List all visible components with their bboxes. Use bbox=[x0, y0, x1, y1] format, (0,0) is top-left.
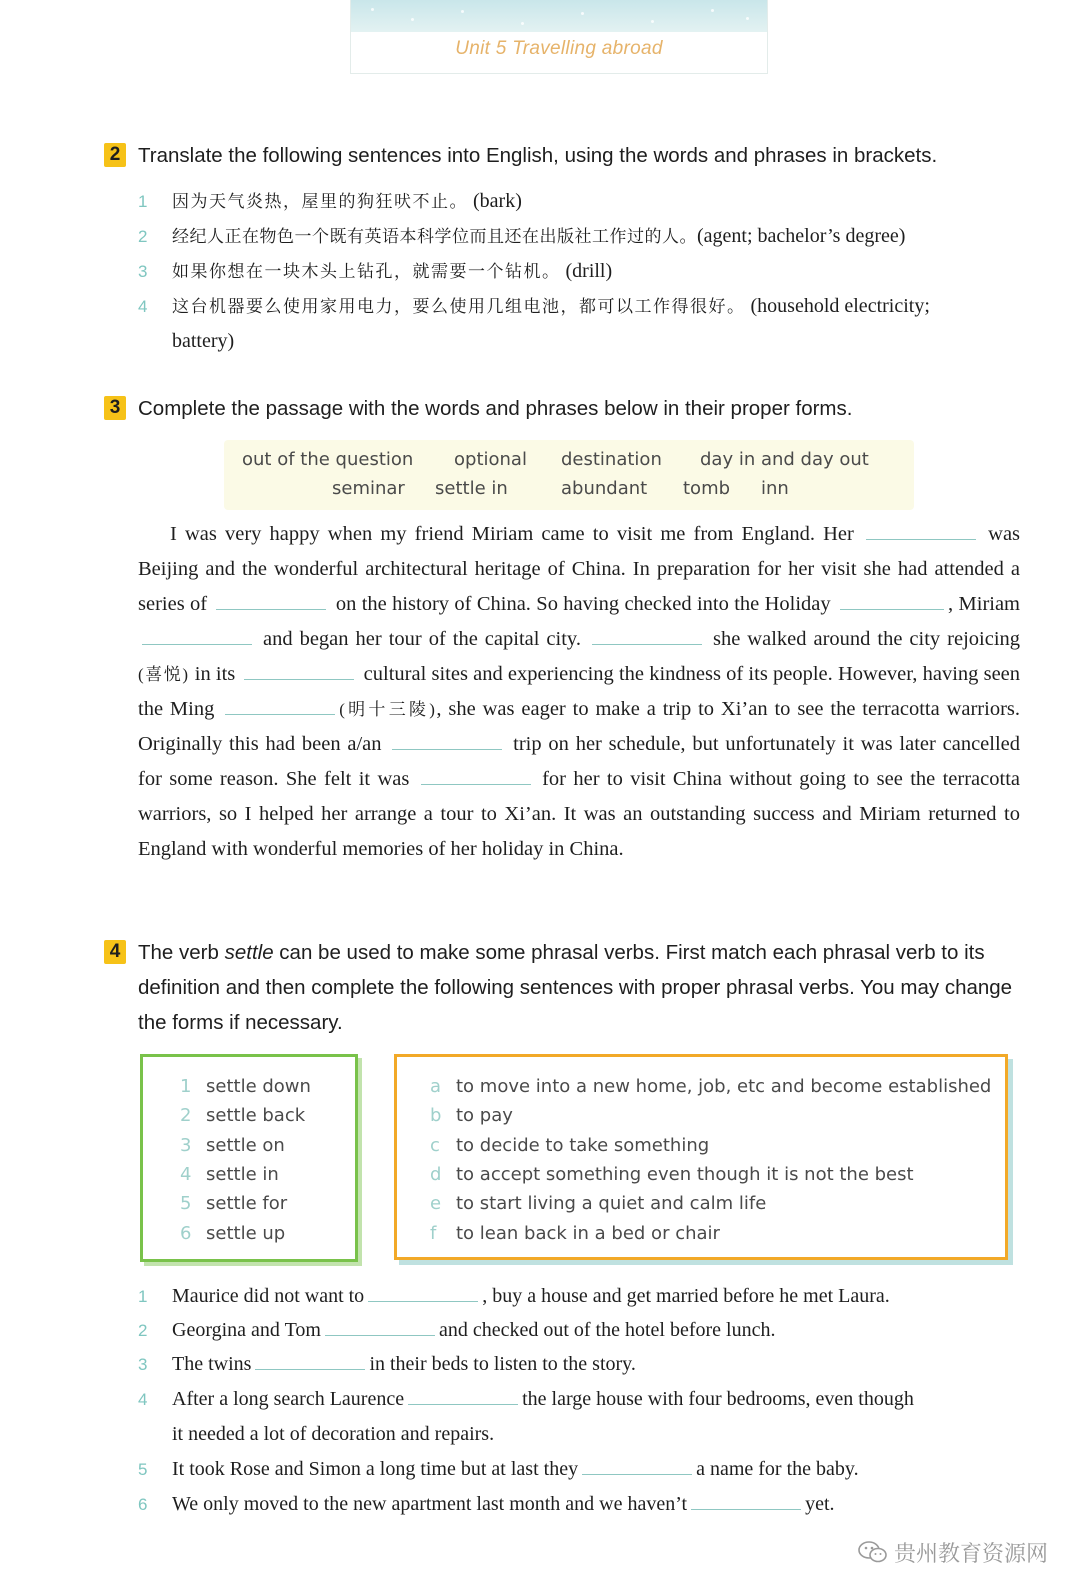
section-3-instruction: Complete the passage with the words and phrases below in their proper forms. bbox=[138, 397, 853, 420]
sentence-text: a name for the baby. bbox=[696, 1458, 859, 1480]
passage-text: in its bbox=[194, 663, 236, 685]
sentence-text: After a long search Laurence bbox=[172, 1388, 405, 1410]
definition-e bbox=[430, 1193, 766, 1214]
definition-text: to lean back in a bed or chair bbox=[456, 1223, 720, 1244]
exercise-sentence-3 bbox=[138, 1347, 1028, 1382]
instruction-verb: settle bbox=[224, 941, 274, 964]
passage-text: for her to visit China without going to see the terracotta warriors, so I helped her arrange a tour to Xi’an. It was an outstanding success and Miriam returned to England with wonderful memories of her holiday in China. bbox=[138, 768, 1020, 860]
blank-line[interactable] bbox=[421, 783, 531, 785]
definition-letter: e bbox=[430, 1193, 442, 1214]
sentence-text: Georgina and Tom bbox=[172, 1319, 321, 1341]
exercise-sentence-2 bbox=[138, 1313, 1028, 1348]
blank-line[interactable] bbox=[368, 1300, 478, 1302]
hint: (household electricity; bbox=[750, 295, 930, 317]
section-number-3: 3 bbox=[104, 396, 126, 420]
sentence-text: it needed a lot of decoration and repairs. bbox=[172, 1423, 495, 1445]
blank-line[interactable] bbox=[325, 1334, 435, 1336]
definition-text: to accept something even though it is not the best bbox=[456, 1164, 914, 1185]
section-number-4: 4 bbox=[104, 940, 126, 964]
header-banner bbox=[351, 0, 767, 32]
sentence-text: and checked out of the hotel before lunch. bbox=[438, 1319, 776, 1341]
phrasal-verb-4 bbox=[180, 1164, 279, 1185]
definition-letter: c bbox=[430, 1135, 440, 1156]
passage-text-zh: (喜悦) bbox=[138, 665, 190, 684]
definition-text: to move into a new home, job, etc and become established bbox=[456, 1076, 992, 1097]
definition-c bbox=[430, 1135, 709, 1156]
verb-number: 6 bbox=[180, 1223, 192, 1244]
phrasal-verb-5 bbox=[180, 1193, 287, 1214]
definition-f bbox=[430, 1223, 720, 1244]
blank-line[interactable] bbox=[142, 643, 252, 645]
exercise-sentence-1 bbox=[138, 1279, 1028, 1314]
sentence-text: We only moved to the new apartment last month and we haven’t bbox=[172, 1493, 688, 1515]
verb-text: settle for bbox=[206, 1193, 288, 1214]
verb-number: 5 bbox=[180, 1193, 192, 1214]
word-bank-item: inn bbox=[761, 478, 789, 499]
phrasal-verb-6 bbox=[180, 1223, 285, 1244]
verb-number: 1 bbox=[180, 1076, 192, 1097]
passage-text: cultural sites and experiencing the kindness of its people. However, having seen the Ming bbox=[138, 663, 1021, 720]
translate-item-3 bbox=[138, 254, 1028, 289]
sentence-number: 1 bbox=[138, 1287, 148, 1306]
sentence-number: 3 bbox=[138, 1355, 148, 1374]
section-4-instruction bbox=[138, 935, 1028, 1040]
blank-line[interactable] bbox=[244, 678, 354, 680]
hint-continued: battery) bbox=[172, 330, 235, 352]
translate-item-1 bbox=[138, 184, 1028, 219]
sentence-number: 2 bbox=[138, 1321, 148, 1340]
instruction-text: can be used to make some phrasal verbs. First match each phrasal verb to its definition and then complete the following sentences with proper phrasal verbs. You may change the forms if necessary. bbox=[138, 941, 1013, 1034]
exercise-sentence-5 bbox=[138, 1452, 1028, 1487]
blank-line[interactable] bbox=[866, 538, 976, 540]
translate-item-2 bbox=[138, 219, 1028, 254]
verb-text: settle back bbox=[206, 1105, 306, 1126]
verb-text: settle down bbox=[206, 1076, 311, 1097]
passage-text: , she was eager to make a trip to Xi’an to see the terracotta warriors. Originally this had been a/an bbox=[138, 698, 1021, 755]
definition-letter: a bbox=[430, 1076, 442, 1097]
definition-letter: f bbox=[430, 1223, 437, 1244]
word-bank-item: seminar bbox=[332, 478, 405, 499]
sentence-number: 4 bbox=[138, 1390, 148, 1409]
chinese-sentence: 如果你想在一块木头上钻孔，就需要一个钻机。 bbox=[172, 262, 561, 281]
blank-line[interactable] bbox=[592, 643, 702, 645]
translate-item-4 bbox=[138, 289, 1028, 359]
chinese-sentence: 这台机器要么使用家用电力，要么使用几组电池，都可以工作得很好。 bbox=[172, 297, 746, 316]
item-number: 2 bbox=[138, 227, 148, 246]
word-bank-item: settle in bbox=[435, 478, 508, 499]
word-bank-item: tomb bbox=[683, 478, 731, 499]
verb-text: settle on bbox=[206, 1135, 285, 1156]
cloze-passage bbox=[138, 517, 1020, 867]
definition-a bbox=[430, 1076, 991, 1097]
verb-number: 3 bbox=[180, 1135, 192, 1156]
watermark bbox=[858, 1537, 1048, 1570]
passage-text: she walked around the city rejoicing bbox=[712, 628, 1021, 650]
unit-title: Unit 5 Travelling abroad bbox=[455, 38, 663, 59]
blank-line[interactable] bbox=[582, 1473, 692, 1475]
sentence-text: , buy a house and get married before he met Laura. bbox=[482, 1285, 890, 1307]
item-number: 3 bbox=[138, 262, 148, 281]
section-2-instruction: Translate the following sentences into English, using the words and phrases in brackets. bbox=[138, 144, 938, 167]
blank-line[interactable] bbox=[840, 608, 944, 610]
sentence-number: 5 bbox=[138, 1460, 148, 1479]
unit-header bbox=[350, 0, 768, 74]
word-bank bbox=[224, 440, 914, 510]
word-bank-item: day in and day out bbox=[700, 449, 869, 470]
blank-line[interactable] bbox=[225, 713, 335, 715]
definition-text: to start living a quiet and calm life bbox=[456, 1193, 767, 1214]
sentence-text: the large house with four bedrooms, even though bbox=[522, 1388, 914, 1410]
definition-b bbox=[430, 1105, 513, 1126]
definition-d bbox=[430, 1164, 914, 1185]
chinese-sentence: 因为天气炎热，屋里的狗狂吠不止。 bbox=[172, 192, 468, 211]
verb-text: settle up bbox=[206, 1223, 286, 1244]
passage-text: was Beijing and the wonderful architectural heritage of China. In preparation for her visit she had attended a series of bbox=[138, 523, 1021, 615]
instruction-text: The verb bbox=[138, 941, 225, 964]
verb-text: settle in bbox=[206, 1164, 279, 1185]
sentence-text: The twins bbox=[172, 1353, 252, 1375]
definition-letter: b bbox=[430, 1105, 442, 1126]
definition-letter: d bbox=[430, 1164, 442, 1185]
hint: (bark) bbox=[473, 190, 522, 212]
hint: (drill) bbox=[565, 260, 613, 282]
blank-line[interactable] bbox=[216, 608, 326, 610]
item-number: 4 bbox=[138, 297, 148, 316]
phrasal-verb-3 bbox=[180, 1135, 285, 1156]
sentence-text: yet. bbox=[805, 1493, 835, 1515]
section-number-2: 2 bbox=[104, 143, 126, 167]
word-bank-item: abundant bbox=[561, 478, 648, 499]
exercise-sentence-6 bbox=[138, 1487, 1028, 1522]
blank-line[interactable] bbox=[691, 1508, 801, 1510]
word-bank-item: out of the question bbox=[242, 449, 414, 470]
hint: (agent; bachelor’s degree) bbox=[697, 225, 906, 247]
passage-text-zh: (明十三陵) bbox=[339, 700, 437, 719]
passage-text: trip on her schedule, but unfortunately it was later cancelled for some reason. She felt it was bbox=[138, 733, 1021, 790]
passage-text: on the history of China. So having checked into the Holiday bbox=[335, 593, 831, 615]
verb-number: 2 bbox=[180, 1105, 192, 1126]
blank-line[interactable] bbox=[408, 1403, 518, 1405]
passage-text: I was very happy when my friend Miriam came to visit me from England. Her bbox=[170, 523, 854, 545]
phrasal-verb-2 bbox=[180, 1105, 305, 1126]
item-number: 1 bbox=[138, 192, 148, 211]
passage-text: , Miriam bbox=[948, 593, 1021, 615]
definition-text: to decide to take something bbox=[456, 1135, 710, 1156]
chinese-sentence: 经纪人正在物色一个既有英语本科学位而且还在出版社工作过的人。 bbox=[172, 227, 697, 246]
word-bank-item: optional bbox=[454, 449, 527, 470]
word-bank-item: destination bbox=[561, 449, 662, 470]
phrasal-verb-1 bbox=[180, 1076, 311, 1097]
verb-number: 4 bbox=[180, 1164, 192, 1185]
definition-text: to pay bbox=[456, 1105, 513, 1126]
watermark-text: 贵州教育资源网 bbox=[893, 1542, 1048, 1567]
exercise-sentence-4 bbox=[138, 1382, 1028, 1452]
blank-line[interactable] bbox=[255, 1368, 365, 1370]
sentence-text: It took Rose and Simon a long time but at last they bbox=[172, 1458, 579, 1480]
passage-text: and began her tour of the capital city. bbox=[263, 628, 581, 650]
sentence-text: Maurice did not want to bbox=[172, 1285, 365, 1307]
blank-line[interactable] bbox=[392, 748, 502, 750]
sentence-number: 6 bbox=[138, 1495, 148, 1514]
sentence-text: in their beds to listen to the story. bbox=[369, 1353, 636, 1375]
wechat-icon bbox=[858, 1540, 888, 1570]
